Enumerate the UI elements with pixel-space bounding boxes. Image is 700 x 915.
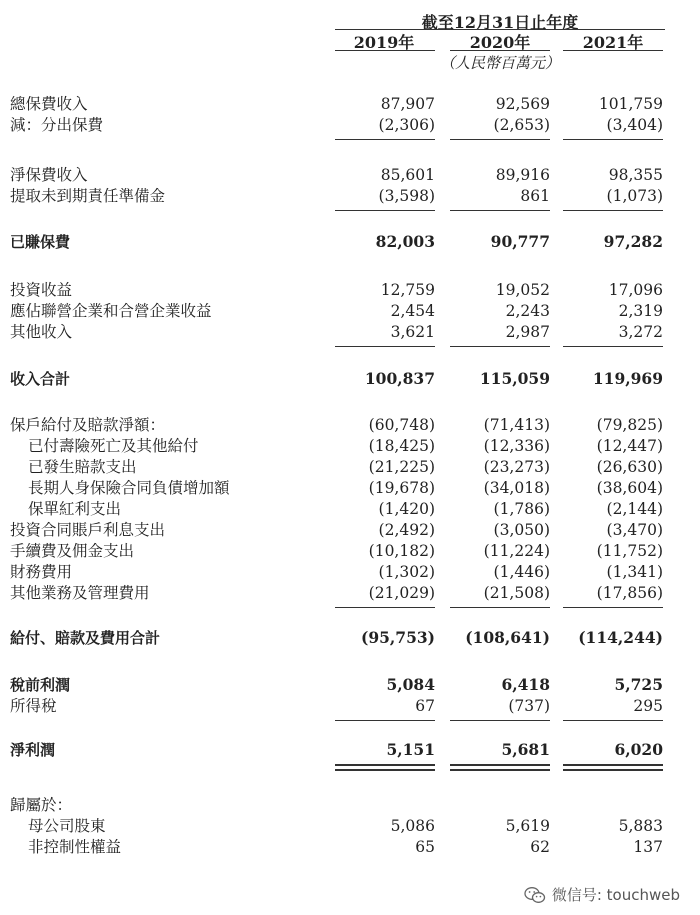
value-2019: 82,003 [375,232,435,251]
value-2020: (108,641) [465,628,550,647]
value-2021: (1,341) [606,563,663,581]
row-label: 總保費收入 [10,95,88,113]
subtotal-rule [335,720,435,721]
value-2020: 2,243 [505,302,550,320]
subtotal-rule [563,607,663,608]
value-2020: 2,987 [505,323,550,341]
table-row [0,816,700,836]
double-rule [335,769,435,771]
value-2019: 65 [415,838,435,856]
value-2020: (34,018) [483,479,550,497]
value-2019: (60,748) [368,416,435,434]
row-label: 財務費用 [10,563,73,581]
table-row [0,415,700,435]
value-2021: 137 [633,838,663,856]
value-2021: 295 [633,697,663,715]
row-label: 減：分出保費 [10,116,104,134]
row-label: 長期人身保險合同負債增加額 [28,479,230,497]
value-2020: 5,619 [505,817,550,835]
row-label: 投資合同賬戶利息支出 [10,521,166,539]
value-2020: (1,446) [493,563,550,581]
table-row-total [0,628,700,648]
row-label: 給付、賠款及費用合計 [10,629,161,647]
value-2020: (12,336) [483,437,550,455]
value-2019: 87,907 [380,95,435,113]
watermark-text: 微信号: touchweb [551,886,680,904]
table-row-total [0,369,700,389]
subtotal-rule [450,720,550,721]
year-2019: 2019年 [353,33,415,52]
table-row [0,837,700,857]
value-2021: 98,355 [608,166,663,184]
double-rule [563,764,663,766]
currency-unit: （人民幣百萬元） [439,54,560,72]
row-label: 所得稅 [10,697,57,715]
subtotal-rule [335,607,435,608]
subtotal-rule [450,607,550,608]
row-label: 手續費及佣金支出 [10,542,135,560]
value-2021: 119,969 [592,369,663,388]
value-2021: (1,073) [606,187,663,205]
wechat-icon [524,886,546,904]
table-row [0,94,700,114]
value-2020: 115,059 [479,369,550,388]
subtotal-rule [450,139,550,140]
value-2020: (21,508) [483,584,550,602]
table-row [0,301,700,321]
value-2021: 101,759 [598,95,663,113]
value-2021: (17,856) [596,584,663,602]
row-label: 已賺保費 [10,233,71,251]
table-row [0,115,700,135]
value-2021: (2,144) [606,500,663,518]
table-row [0,520,700,540]
value-2021: (12,447) [596,437,663,455]
row-label: 稅前利潤 [10,676,71,694]
row-label: 投資收益 [10,281,73,299]
value-2020: 5,681 [501,740,550,759]
row-label: 已發生賠款支出 [28,458,137,476]
row-label: 淨利潤 [10,741,56,759]
subtotal-rule [335,139,435,140]
value-2021: (79,825) [596,416,663,434]
double-rule [563,769,663,771]
year-rule-2019 [335,50,435,51]
row-label: 已付壽險死亡及其他給付 [28,437,199,455]
value-2019: 67 [415,697,435,715]
value-2019: (2,492) [378,521,435,539]
table-row [0,562,700,582]
value-2021: 6,020 [614,740,663,759]
value-2020: 89,916 [495,166,550,184]
double-rule [335,764,435,766]
value-2020: (71,413) [483,416,550,434]
year-2020: 2020年 [469,33,531,52]
value-2019: (18,425) [368,437,435,455]
value-2021: 17,096 [608,281,663,299]
row-label: 淨保費收入 [10,166,88,184]
table-row [0,165,700,185]
table-row-total [0,740,700,760]
value-2021: (114,244) [578,628,663,647]
subtotal-rule [563,210,663,211]
table-row [0,795,700,815]
value-2019: (1,420) [378,500,435,518]
value-2019: (2,306) [378,116,435,134]
value-2020: 62 [530,838,550,856]
value-2021: (38,604) [596,479,663,497]
value-2020: 19,052 [495,281,550,299]
table-row-total [0,232,700,252]
value-2019: (21,225) [368,458,435,476]
value-2019: 85,601 [380,166,435,184]
value-2020: (23,273) [483,458,550,476]
value-2019: 5,086 [390,817,435,835]
value-2019: (21,029) [368,584,435,602]
value-2019: (19,678) [368,479,435,497]
subtotal-rule [563,346,663,347]
value-2019: (10,182) [368,542,435,560]
value-2019: (3,598) [378,187,435,205]
table-row-total [0,675,700,695]
value-2021: (11,752) [596,542,663,560]
subtotal-rule [335,346,435,347]
year-2021: 2021年 [582,33,644,52]
watermark [524,884,680,905]
period-header: 截至12月31日止年度 [421,13,579,32]
value-2019: 2,454 [390,302,435,320]
year-rule-2021 [563,50,663,51]
value-2020: 90,777 [490,232,550,251]
table-row [0,322,700,342]
row-label: 提取未到期責任準備金 [10,187,166,205]
year-rule-2020 [450,50,550,51]
subtotal-rule [563,139,663,140]
table-row [0,696,700,716]
value-2021: 3,272 [618,323,663,341]
table-row [0,541,700,561]
subtotal-rule [563,720,663,721]
row-label: 其他收入 [10,323,73,341]
value-2020: 861 [520,187,550,205]
table-row [0,583,700,603]
table-row [0,186,700,206]
table-row [0,499,700,519]
row-label: 母公司股東 [28,817,106,835]
subtotal-rule [450,346,550,347]
value-2021: (26,630) [596,458,663,476]
table-row [0,436,700,456]
value-2019: 12,759 [380,281,435,299]
value-2020: (1,786) [493,500,550,518]
row-label: 歸屬於： [10,796,73,814]
row-label: 應佔聯營企業和合營企業收益 [10,302,212,320]
value-2021: (3,404) [606,116,663,134]
value-2020: 6,418 [501,675,550,694]
value-2021: 2,319 [618,302,663,320]
value-2019: (95,753) [361,628,435,647]
value-2021: 97,282 [603,232,663,251]
value-2020: (737) [508,697,550,715]
value-2020: 92,569 [495,95,550,113]
value-2020: (3,050) [493,521,550,539]
value-2021: 5,883 [618,817,663,835]
value-2019: 3,621 [390,323,435,341]
subtotal-rule [335,210,435,211]
subtotal-rule [450,210,550,211]
value-2019: 100,837 [364,369,435,388]
value-2019: 5,151 [386,740,435,759]
row-label: 非控制性權益 [28,838,122,856]
row-label: 保單紅利支出 [28,500,122,518]
value-2020: (2,653) [493,116,550,134]
table-row [0,280,700,300]
row-label: 收入合計 [10,370,71,388]
value-2021: 5,725 [614,675,663,694]
row-label: 其他業務及管理費用 [10,584,150,602]
table-row [0,457,700,477]
row-label: 保戶給付及賠款淨額： [10,416,166,434]
value-2019: 5,084 [386,675,435,694]
double-rule [450,769,550,771]
value-2020: (11,224) [483,542,550,560]
value-2019: (1,302) [378,563,435,581]
value-2021: (3,470) [606,521,663,539]
table-row [0,478,700,498]
double-rule [450,764,550,766]
